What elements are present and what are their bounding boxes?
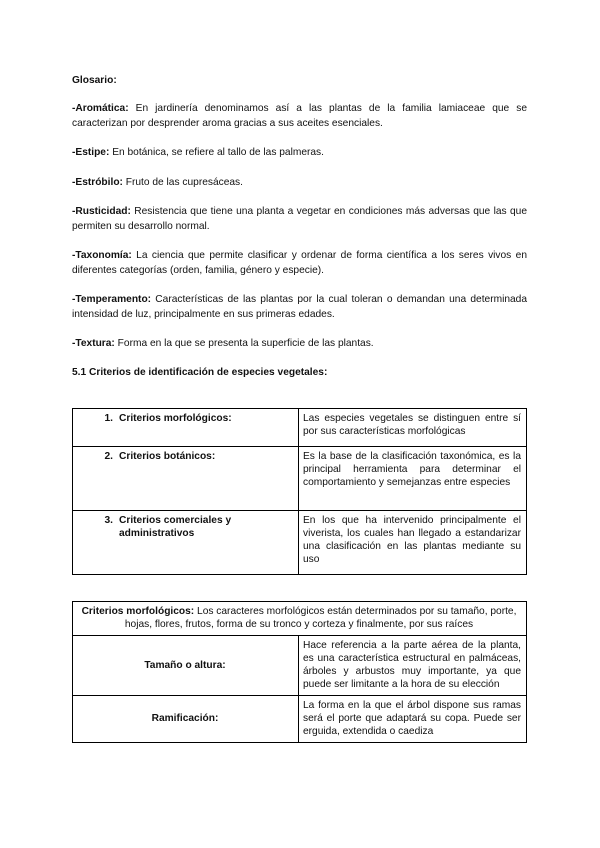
table-row [73, 511, 527, 575]
criteria-description: La forma en la que el árbol dispone sus ramas será el porte que adaptará su copa. Puede ser erguida, extendida o caediza [299, 696, 527, 743]
criteria-description: Hace referencia a la parte aérea de la planta, es una característica estructural en palmáceas, árboles y arbustos muy importante, ya que puede ser limitante a la hora de su elección [299, 636, 527, 696]
table-row [73, 409, 527, 447]
glossary-definition: La ciencia que permite clasificar y ordenar de forma científica a los seres vivos en diferentes categorías (orden, familia, género y especie). [72, 250, 527, 276]
glossary-term: -Rusticidad: [72, 206, 131, 217]
morphological-table [72, 601, 527, 743]
criteria-description: En los que ha intervenido principalmente el viverista, los cuales han llegado a estandarizar una clasificación en las plantas mediante su uso [299, 511, 527, 575]
glossary-entry [72, 101, 527, 131]
row-number: 1. [104, 413, 113, 424]
row-number: 2. [104, 451, 113, 462]
criteria-label-cell [73, 409, 299, 447]
glossary-definition: Características de las plantas por la cual toleran o demandan una determinada intensidad de luz, principalmente en sus primeras edades. [72, 294, 527, 320]
criteria-label: Tamaño o altura: [73, 636, 299, 696]
glossary-definition: Forma en la que se presenta la superficie de las plantas. [114, 338, 374, 349]
morphological-header [73, 602, 527, 636]
criteria-table [72, 408, 527, 575]
table-header-row [73, 602, 527, 636]
glossary-term: -Aromática: [72, 103, 129, 114]
section-heading: 5.1 Criterios de identificación de especies vegetales: [72, 367, 328, 378]
glossary-definition: Fruto de las cupresáceas. [122, 177, 243, 188]
glossary-term: -Estróbilo: [72, 177, 123, 188]
criteria-label: Criterios morfológicos: [119, 413, 232, 424]
glossary-entry [72, 204, 527, 234]
glossary-definition: Resistencia que tiene una planta a vegetar en condiciones más adversas que las que permiten su desarrollo normal. [72, 206, 527, 232]
glossary-title: Glosario: [72, 75, 117, 86]
criteria-description: Las especies vegetales se distinguen entre sí por sus características morfológicas [299, 409, 527, 447]
glossary-term: -Temperamento: [72, 294, 152, 305]
glossary-entry [72, 292, 527, 322]
table-row [73, 636, 527, 696]
glossary-term: -Taxonomía: [72, 250, 132, 261]
criteria-label: Ramificación: [73, 696, 299, 743]
glossary-definition: En botánica, se refiere al tallo de las palmeras. [109, 147, 324, 158]
glossary-term: -Textura: [72, 338, 115, 349]
glossary-entry [72, 248, 527, 278]
criteria-label: Criterios comerciales y administrativos [119, 515, 232, 539]
table-row [73, 447, 527, 511]
glossary-entry [72, 336, 527, 351]
glossary-entry [72, 175, 527, 190]
glossary-definition: En jardinería denominamos así a las plantas de la familia lamiaceae que se caracterizan por desprender aroma gracias a sus aceites esenciales. [72, 103, 527, 129]
header-text: Los caracteres morfológicos están determinados por su tamaño, porte, hojas, flores, frutos, forma de su tronco y corteza y finalmente, por sus raíces [124, 606, 517, 630]
header-term: Criterios morfológicos: [81, 606, 195, 617]
glossary-entry [72, 145, 527, 160]
table-row [73, 696, 527, 743]
criteria-label-cell [73, 447, 299, 511]
criteria-label: Criterios botánicos: [119, 451, 216, 462]
criteria-description: Es la base de la clasificación taxonómica, es la principal herramienta para determinar el comportamiento y semejanzas entre especies [299, 447, 527, 511]
criteria-label-cell [73, 511, 299, 575]
glossary-term: -Estipe: [72, 147, 110, 158]
row-number: 3. [104, 515, 113, 526]
